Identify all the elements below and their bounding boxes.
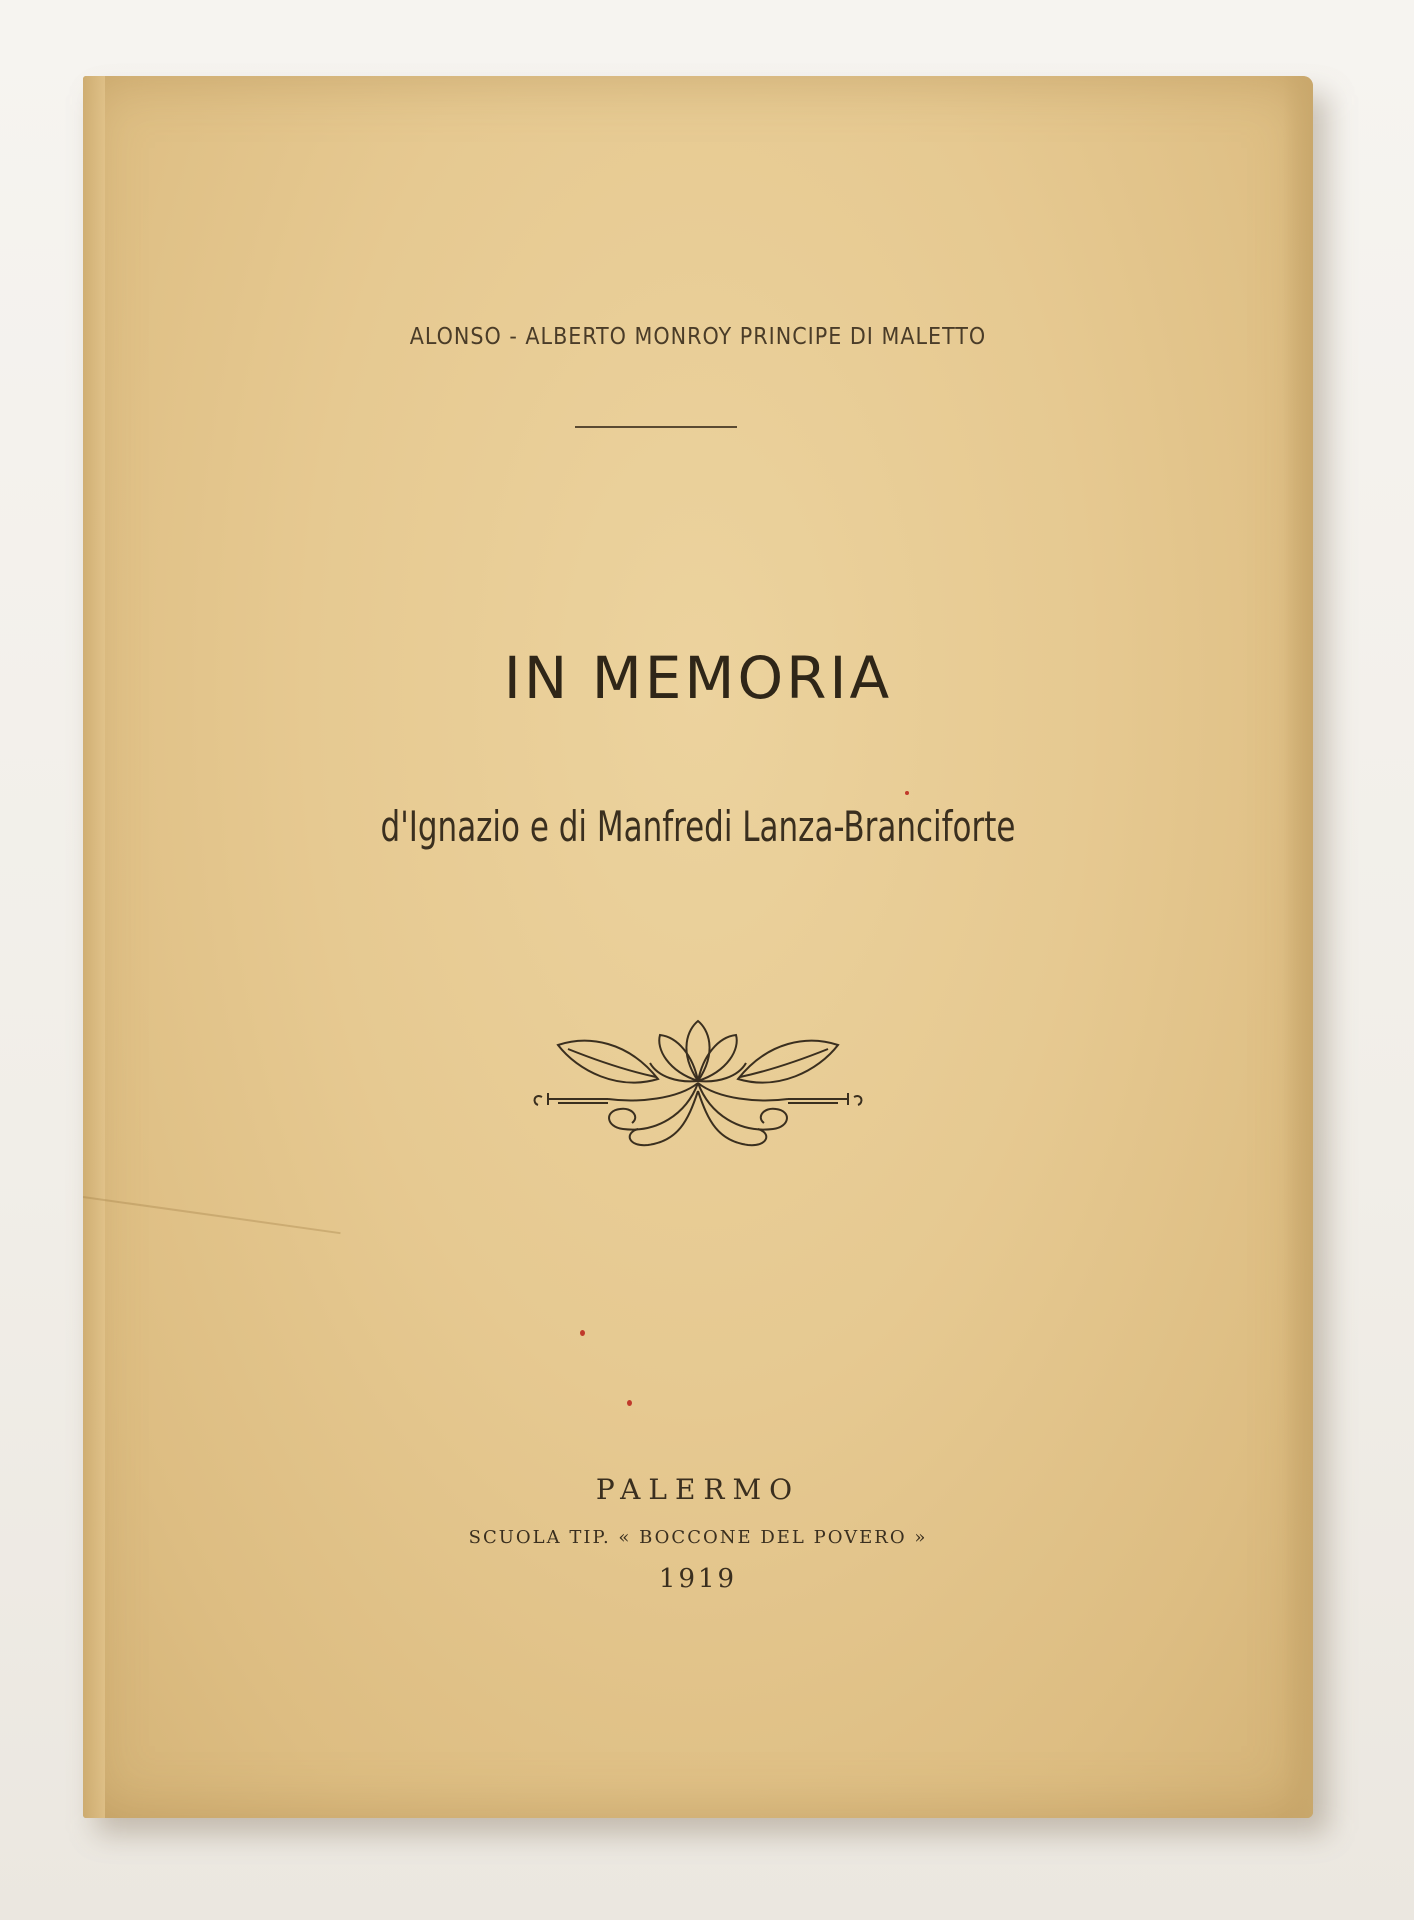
cover-title: IN MEMORIA xyxy=(503,644,893,712)
imprint-printer: SCUOLA TIP. « BOCCONE DEL POVERO » xyxy=(468,1527,928,1548)
paper-crease xyxy=(83,1196,341,1234)
red-ink-speck xyxy=(627,1400,632,1406)
imprint-year: 1919 xyxy=(658,1564,738,1594)
divider-rule xyxy=(575,426,737,428)
lotus-ornament-icon xyxy=(528,1011,868,1211)
red-ink-speck xyxy=(905,791,909,795)
cover-subtitle: d'Ignazio e di Manfredi Lanza-Branciforte xyxy=(380,802,1016,851)
imprint-city: PALERMO xyxy=(595,1473,801,1506)
red-ink-speck xyxy=(580,1330,585,1336)
booklet-cover xyxy=(83,76,1313,1818)
author-line: ALONSO - ALBERTO MONROY PRINCIPE DI MALETTO xyxy=(409,324,987,350)
